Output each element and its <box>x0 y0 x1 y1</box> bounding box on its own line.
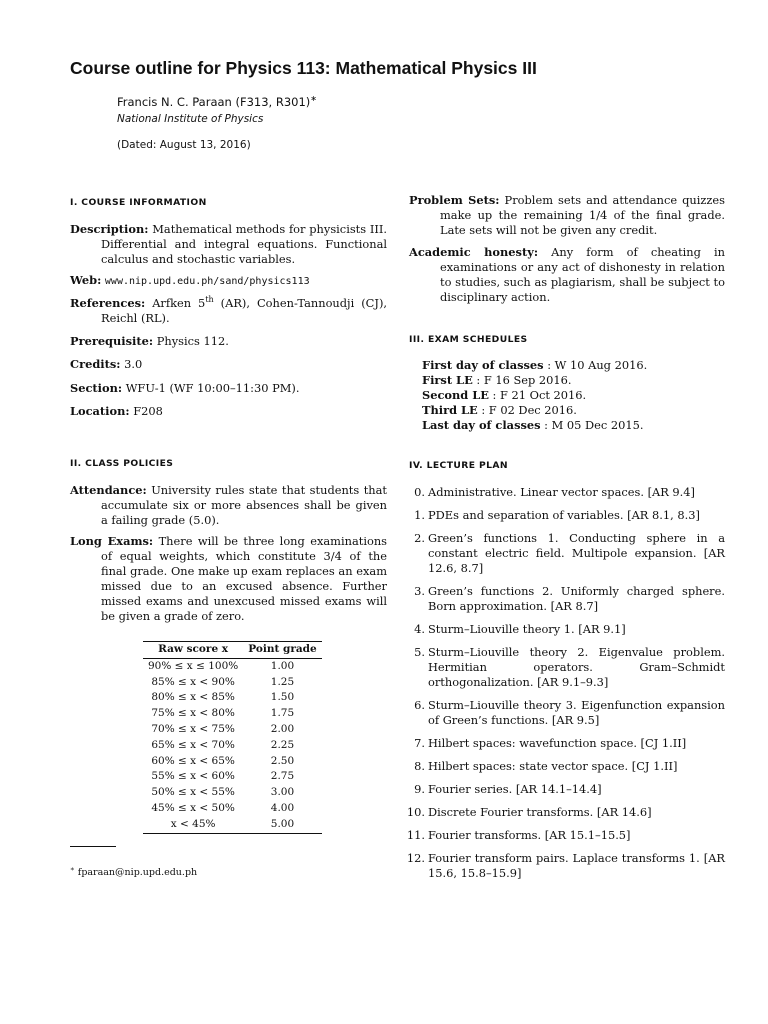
description-paragraph <box>70 222 387 267</box>
grade-table-row <box>143 690 322 706</box>
references-superscript: th <box>205 295 214 305</box>
affiliation: National Institute of Physics <box>117 113 264 125</box>
lecture-topic: Fourier transforms. [AR 15.1–15.5] <box>428 828 631 842</box>
lecture-number: 7. <box>414 736 425 750</box>
academic-honesty-label: Academic honesty: <box>409 245 539 259</box>
grade-table-row <box>143 754 322 770</box>
author-line <box>117 94 317 109</box>
exam-schedule-item <box>422 418 725 433</box>
references-label: References: <box>70 296 146 310</box>
grade-table-body <box>143 658 322 833</box>
raw-score-cell: 65% ≤ x < 70% <box>151 738 235 751</box>
credits-label: Credits: <box>70 357 121 371</box>
lecture-number: 0. <box>414 485 425 499</box>
footnote-mark: ∗ <box>70 865 75 873</box>
exam-schedule-date: : F 02 Dec 2016. <box>477 403 577 417</box>
grade-table-row <box>143 785 322 801</box>
prerequisite-text: Physics 112. <box>156 334 229 348</box>
web-label: Web: <box>70 273 102 287</box>
grade-table-header-row <box>143 642 322 659</box>
raw-score-cell: 55% ≤ x < 60% <box>151 770 235 783</box>
grade-table-row <box>143 658 322 674</box>
exam-schedule-item <box>422 373 725 388</box>
point-grade-cell: 1.75 <box>270 707 295 720</box>
lecture-number: 10. <box>406 805 425 819</box>
location-text: F208 <box>133 404 163 418</box>
credits-paragraph <box>70 357 387 372</box>
lecture-number: 1. <box>414 508 425 522</box>
grade-table <box>143 641 322 834</box>
lecture-plan-item <box>409 759 725 774</box>
lecture-topic: PDEs and separation of variables. [AR 8.1, 8.3] <box>428 508 700 522</box>
grade-table-row <box>143 769 322 785</box>
footnote <box>70 865 197 878</box>
course-web-link[interactable]: www.nip.upd.edu.ph/sand/physics113 <box>104 276 310 287</box>
section-paragraph <box>70 381 387 396</box>
lecture-plan-item <box>409 485 725 500</box>
long-exams-label: Long Exams: <box>70 534 154 548</box>
academic-honesty-paragraph <box>409 245 725 305</box>
grade-table-header: Point grade <box>243 642 321 659</box>
raw-score-cell: 45% ≤ x < 50% <box>151 801 235 814</box>
lecture-topic: Sturm–Liouville theory 1. [AR 9.1] <box>428 622 626 636</box>
point-grade-cell: 1.25 <box>270 675 295 688</box>
lecture-plan-item <box>409 645 725 690</box>
lecture-plan-item <box>409 508 725 523</box>
lecture-plan-item <box>406 805 725 820</box>
lecture-plan-item <box>406 851 725 881</box>
lecture-plan-item <box>409 531 725 576</box>
point-grade-cell: 2.25 <box>270 738 295 751</box>
point-grade-cell: 1.00 <box>270 659 295 672</box>
point-grade-cell: 2.75 <box>270 770 295 783</box>
lecture-topic: Green’s functions 2. Uniformly charged sphere. Born approximation. [AR 8.7] <box>428 584 725 613</box>
section-heading-lecture-plan: IV. LECTURE PLAN <box>409 460 508 471</box>
grade-table-row <box>143 801 322 817</box>
web-paragraph <box>70 273 387 289</box>
exam-schedule-label: Last day of classes <box>422 418 541 432</box>
raw-score-cell: 80% ≤ x < 85% <box>151 691 235 704</box>
section-text: WFU-1 (WF 10:00–11:30 PM). <box>125 381 300 395</box>
raw-score-cell: 50% ≤ x < 55% <box>151 786 235 799</box>
lecture-number: 2. <box>414 531 425 545</box>
grade-table-row <box>143 706 322 722</box>
description-text: Mathematical methods for physicists III. Differential and integral equations. Functional calculus and stochastic variables. <box>101 222 387 266</box>
lecture-plan-item <box>409 736 725 751</box>
footnote-email[interactable]: fparaan@nip.upd.edu.ph <box>77 867 198 879</box>
references-text-b: (AR), Cohen-Tannoudji (CJ), Reichl (RL). <box>101 296 388 325</box>
raw-score-cell: 90% ≤ x ≤ 100% <box>148 659 239 672</box>
attendance-text: University rules state that students that accumulate six or more absences shall be given a failing grade (5.0). <box>101 483 388 527</box>
long-exams-paragraph <box>70 534 387 624</box>
prerequisite-label: Prerequisite: <box>70 334 154 348</box>
date-line: (Dated: August 13, 2016) <box>117 139 251 151</box>
location-label: Location: <box>70 404 130 418</box>
raw-score-cell: 75% ≤ x < 80% <box>151 707 235 720</box>
academic-honesty-text: Any form of cheating in examinations or any act of dishonesty in relation to studies, such as plagiarism, shall be subject to disciplinary action. <box>440 245 725 304</box>
attendance-paragraph <box>70 483 387 528</box>
lecture-plan-list <box>406 485 725 889</box>
attendance-label: Attendance: <box>70 483 147 497</box>
grade-table-row <box>143 722 322 738</box>
credits-text: 3.0 <box>124 357 143 371</box>
problem-sets-paragraph <box>409 193 725 238</box>
footnote-rule <box>70 846 116 847</box>
problem-sets-label: Problem Sets: <box>409 193 500 207</box>
description-label: Description: <box>70 222 149 236</box>
lecture-number: 9. <box>414 782 425 796</box>
lecture-number: 8. <box>414 759 425 773</box>
point-grade-cell: 2.50 <box>270 754 295 767</box>
point-grade-cell: 3.00 <box>270 786 295 799</box>
author-footnote-mark[interactable]: ∗ <box>310 94 317 103</box>
exam-schedule-item <box>422 388 725 403</box>
lecture-topic: Administrative. Linear vector spaces. [AR 9.4] <box>428 485 695 499</box>
exam-schedule-date: : M 05 Dec 2015. <box>540 418 644 432</box>
exam-schedule-date: : F 16 Sep 2016. <box>472 373 572 387</box>
lecture-topic: Sturm–Liouville theory 2. Eigenvalue problem. Hermitian operators. Gram–Schmidt orthogonalization. [AR 9.1–9.3] <box>428 645 725 689</box>
problem-sets-text: Problem sets and attendance quizzes make up the remaining 1/4 of the final grade. Late sets will not be given any credit. <box>440 193 725 237</box>
exam-schedule-label: First day of classes <box>422 358 544 372</box>
exam-schedule-item <box>422 403 725 418</box>
grade-table-row <box>143 738 322 754</box>
grade-table-header: Raw score x <box>143 642 243 659</box>
lecture-topic: Fourier transform pairs. Laplace transforms 1. [AR 15.6, 15.8–15.9] <box>428 851 725 880</box>
exam-schedule-date: : W 10 Aug 2016. <box>543 358 648 372</box>
exam-schedule-label: Second LE <box>422 388 489 402</box>
lecture-topic: Green’s functions 1. Conducting sphere in a constant electric field. Multipole expansion. [AR 12.6, 8.7] <box>428 531 725 575</box>
point-grade-cell: 5.00 <box>243 817 321 833</box>
lecture-plan-item <box>409 782 725 797</box>
prerequisite-paragraph <box>70 334 387 349</box>
exam-schedule-label: First LE <box>422 373 473 387</box>
page-title: Course outline for Physics 113: Mathematical Physics III <box>70 58 537 78</box>
section-heading-course-info: I. COURSE INFORMATION <box>70 197 207 208</box>
grade-table-row <box>143 675 322 691</box>
section-heading-class-policies: II. CLASS POLICIES <box>70 458 174 469</box>
lecture-plan-item <box>409 584 725 614</box>
lecture-plan-item <box>406 828 725 843</box>
references-paragraph <box>70 296 387 326</box>
lecture-topic: Hilbert spaces: wavefunction space. [CJ 1.II] <box>428 736 687 750</box>
raw-score-cell: 70% ≤ x < 75% <box>151 722 235 735</box>
long-exams-text: There will be three long examinations of equal weights, which constitute 3/4 of the final grade. One make up exam replaces an exam missed due to an excused absence. Further missed exams and unexcused missed exams will be given a grade of zero. <box>101 534 388 623</box>
lecture-number: 3. <box>414 584 425 598</box>
raw-score-cell: 60% ≤ x < 65% <box>151 754 235 767</box>
references-text-a: Arfken 5 <box>152 296 206 310</box>
lecture-topic: Hilbert spaces: state vector space. [CJ 1.II] <box>428 759 678 773</box>
grade-table-row <box>143 817 322 833</box>
exam-schedule-item <box>422 358 725 373</box>
exam-schedule-date: : F 21 Oct 2016. <box>488 388 587 402</box>
lecture-number: 5. <box>414 645 425 659</box>
exam-schedule-label: Third LE <box>422 403 478 417</box>
raw-score-cell: x < 45% <box>143 817 243 833</box>
section-label: Section: <box>70 381 123 395</box>
lecture-plan-item <box>409 698 725 728</box>
lecture-plan-item <box>409 622 725 637</box>
point-grade-cell: 4.00 <box>270 801 295 814</box>
raw-score-cell: 85% ≤ x < 90% <box>151 675 235 688</box>
lecture-topic: Discrete Fourier transforms. [AR 14.6] <box>428 805 652 819</box>
author-name: Francis N. C. Paraan (F313, R301) <box>117 94 311 109</box>
lecture-topic: Sturm–Liouville theory 3. Eigenfunction expansion of Green’s functions. [AR 9.5] <box>428 698 725 727</box>
lecture-number: 4. <box>414 622 425 636</box>
lecture-topic: Fourier series. [AR 14.1–14.4] <box>428 782 602 796</box>
point-grade-cell: 1.50 <box>270 691 295 704</box>
lecture-number: 11. <box>406 828 425 842</box>
point-grade-cell: 2.00 <box>270 722 295 735</box>
lecture-number: 6. <box>414 698 425 712</box>
exam-schedule-list <box>422 358 725 433</box>
section-heading-exam-schedules: III. EXAM SCHEDULES <box>409 334 528 345</box>
lecture-number: 12. <box>406 851 425 865</box>
location-paragraph <box>70 404 387 419</box>
